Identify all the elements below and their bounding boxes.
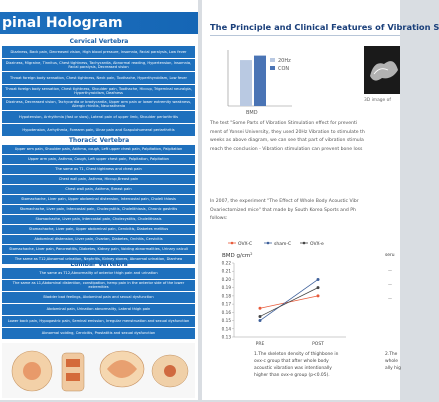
y-tick-label: 0.22: [221, 260, 231, 266]
thoracic-row: Stomachache, Liver pain, Pancreatitis, Diabetes, Kidney pain, Voiding abnormalities, Urinary calculi: [2, 245, 195, 254]
thoracic-row: Chest wall pain, Asthma, Breast pain: [2, 185, 195, 194]
text-line: weeks as above diagram, we can see that part of vibration stimula: [210, 138, 364, 143]
thoracic-heading: Thoracic Vertebra: [68, 137, 130, 144]
thoracic-row: Stomachache, Liver pain, Upper abdominal pain, Cervicitis, Diabetes mellitus: [2, 225, 195, 234]
legend-label: sham-C: [274, 242, 292, 247]
text-line: The test "Some Parts of Vibration Stimulation effect for preventi: [210, 121, 358, 126]
vibration-principle-page: [202, 0, 439, 400]
text-line: ally hig: [385, 366, 401, 371]
line-y-label: BMD $g/cm^2$: [222, 252, 253, 259]
legend-marker: [303, 242, 306, 245]
data-point: [317, 294, 320, 297]
bone-3d-image: [364, 46, 400, 94]
legend-con: CON: [278, 66, 290, 72]
thoracic-row: Abdominal distension, Liver pain, Ovarian, Diabetes, Orchitis, Cervicitis: [2, 235, 195, 244]
bar-20hz: [240, 60, 252, 106]
series-line: [260, 279, 318, 320]
y-tick-label: 0.19: [221, 285, 231, 291]
cervical-row: Dizziness, Decreased vision, Tachycardia or bradycardia, Upper arm pain or lower extremity weakness, Allergic rhinitis, Neurasthenia: [2, 98, 195, 110]
lumbar-row: The same as T12,Abnormality of anterior thigh pain and urination: [2, 268, 195, 279]
bmd-bar-chart: [222, 46, 302, 116]
y-tick-label: 0.13: [221, 334, 231, 340]
data-point: [317, 278, 320, 281]
legend-marker: [231, 242, 234, 245]
x-tick-label: PRE: [255, 342, 265, 347]
series-line: [260, 288, 318, 317]
text-line: follows:: [210, 216, 228, 221]
partial-chart: — — —: [388, 268, 392, 301]
lumbar-row: Abnormal voiding, Cervicitis, Prostatitis and sexual dysfunction: [2, 328, 195, 339]
line-legend: [228, 241, 324, 247]
legend-label: OVX-e: [310, 242, 324, 247]
y-tick-label: 0.17: [221, 301, 231, 307]
legend-swatch-con: [270, 66, 275, 70]
cervical-row: Dizziness, Migraine, Tinnitus, Chest tightness, Tachycardia, Abnormal reading, Hypertension, Insomnia, Facial paralysis, Decreased vision: [2, 59, 195, 71]
text-line: ovx-c group that after whole body: [254, 359, 329, 364]
thoracic-row: The same as T12,Abnormal urination, Nephritis, Kidney stones, Abnormal urination, Diarrhea: [2, 255, 195, 264]
page-title: The Principle and Clinical Features of Vibration S: [210, 22, 439, 32]
thoracic-row: Upper arm pain, Shoulder pain, Asthma, cough, Left upper chest pain, Palpitation, Palpitation: [2, 145, 195, 154]
spine-diagram: [2, 343, 195, 398]
thoracic-row: Stomachache, Liver pain, Upper abdominal distension, Intercostal pain, Choleli thiasis: [2, 195, 195, 204]
x-ticks: [256, 341, 325, 347]
lumbar-row: Bladder bad feelings, Abdominal pain and sexual dysfunction: [2, 292, 195, 303]
lumbar-heading: Lumbar Vertebra: [70, 261, 128, 268]
lumbar-row: Lower back pain, Hypogastric pain, Seminal emission, Irregular menstruation and sexual dysfunction: [2, 316, 195, 327]
legend-marker: [267, 242, 270, 245]
image-caption: 3D image of: [364, 98, 391, 103]
bar-con: [254, 56, 266, 106]
text-line: 1.The skeleton density of thighbone in: [254, 352, 339, 357]
y-tick-label: 0.16: [221, 309, 231, 315]
thoracic-row: Stomachache, Liver pain, Intercostal pain, Cholecystitis, Cholelithiasis, Chronic gastritis: [2, 205, 195, 214]
bar-x-label: BMD: [246, 110, 258, 116]
cervical-row: Throat foreign body sensation, Chest tightness, Shoulder pain, Toothache, Hiccup, Trigeminal neuralgia, Hyperthyroidism, Deafness: [2, 85, 195, 97]
cervical-heading: Cervical Vertebra: [69, 38, 129, 45]
lumbar-row: The same as L1,Abdominal distention, constipation, hemp pain in the anterior side of the lower extremities: [2, 280, 195, 291]
legend-swatch-20hz: [270, 58, 275, 62]
spinal-hologram-page: [0, 0, 198, 400]
text-line: ment of Yonsei University, they used 20Hz Vibration to stimulate th: [210, 129, 365, 135]
thoracic-row: Stomachache, Liver pain, Intercostal pain, Cholecystitis, Cholelithiasis: [2, 215, 195, 224]
thoracic-row: Chest wall pain, Asthma, Hiccup,Breast pain: [2, 175, 195, 184]
text-line: whole: [385, 359, 398, 364]
y-ticks: [222, 261, 234, 340]
cervical-row: Dizziness, Back pain, Decreased vision, High blood pressure, Insomnia, Facial paralysis, Low fever: [2, 46, 195, 58]
text-line: higher than ovx-e group (p<0.05).: [254, 373, 330, 378]
page-title: pinal Hologram: [0, 12, 198, 34]
data-point: [259, 315, 262, 318]
cervical-row: Throat foreign body sensation, Chest tightness, Neck pain, Toothache, Hyperthyroidism, Low fever: [2, 72, 195, 84]
legend-20hz: 20Hz: [278, 58, 291, 64]
data-point: [259, 319, 262, 322]
series-lines: [259, 278, 320, 322]
data-point: [317, 286, 320, 289]
data-point: [259, 307, 262, 310]
text-line: acoustic vibration was intentionally: [254, 366, 332, 371]
x-tick-label: POST: [312, 342, 324, 347]
cervical-row: Hypotension, Arrhythmia, Forearm pain, Ulnar pain and Scapulohumeral periarthritis: [2, 124, 195, 136]
cervical-row: Hypotension, Arrhythmia (fast or slow), Lateral pain of upper limb, Shoulder periarthritis: [2, 111, 195, 123]
y-tick-label: 0.18: [221, 293, 231, 299]
partial-chart-label: seru: [385, 253, 395, 258]
y-tick-label: 0.14: [221, 326, 231, 332]
text-line: 2.The: [385, 352, 398, 357]
text-line: reach the conclusion - Vibration stimulation can prevent bone loss: [210, 146, 363, 152]
y-tick-label: 0.20: [221, 276, 231, 282]
text-line: Ovariectomized mice" that made by South Korea Sports and Ph: [210, 207, 356, 213]
title-divider: [210, 35, 400, 36]
y-tick-label: 0.15: [221, 318, 231, 324]
y-tick-label: 0.21: [221, 268, 231, 274]
lumbar-row: Abdominal pain, Urination abnormality, Lateral thigh pain: [2, 304, 195, 315]
bmd-line-chart: [210, 233, 350, 351]
thoracic-row: Upper arm pain, Asthma, Cough, Left upper chest pain, Palpitation, Palpitation: [2, 155, 195, 164]
legend-label: OVX-C: [238, 242, 253, 247]
text-line: In 2007, the experiment "The Effect of Whole Body Acoustic Vibr: [210, 199, 359, 204]
thoracic-row: The same as T1, Chest tightness and chest pain: [2, 165, 195, 174]
